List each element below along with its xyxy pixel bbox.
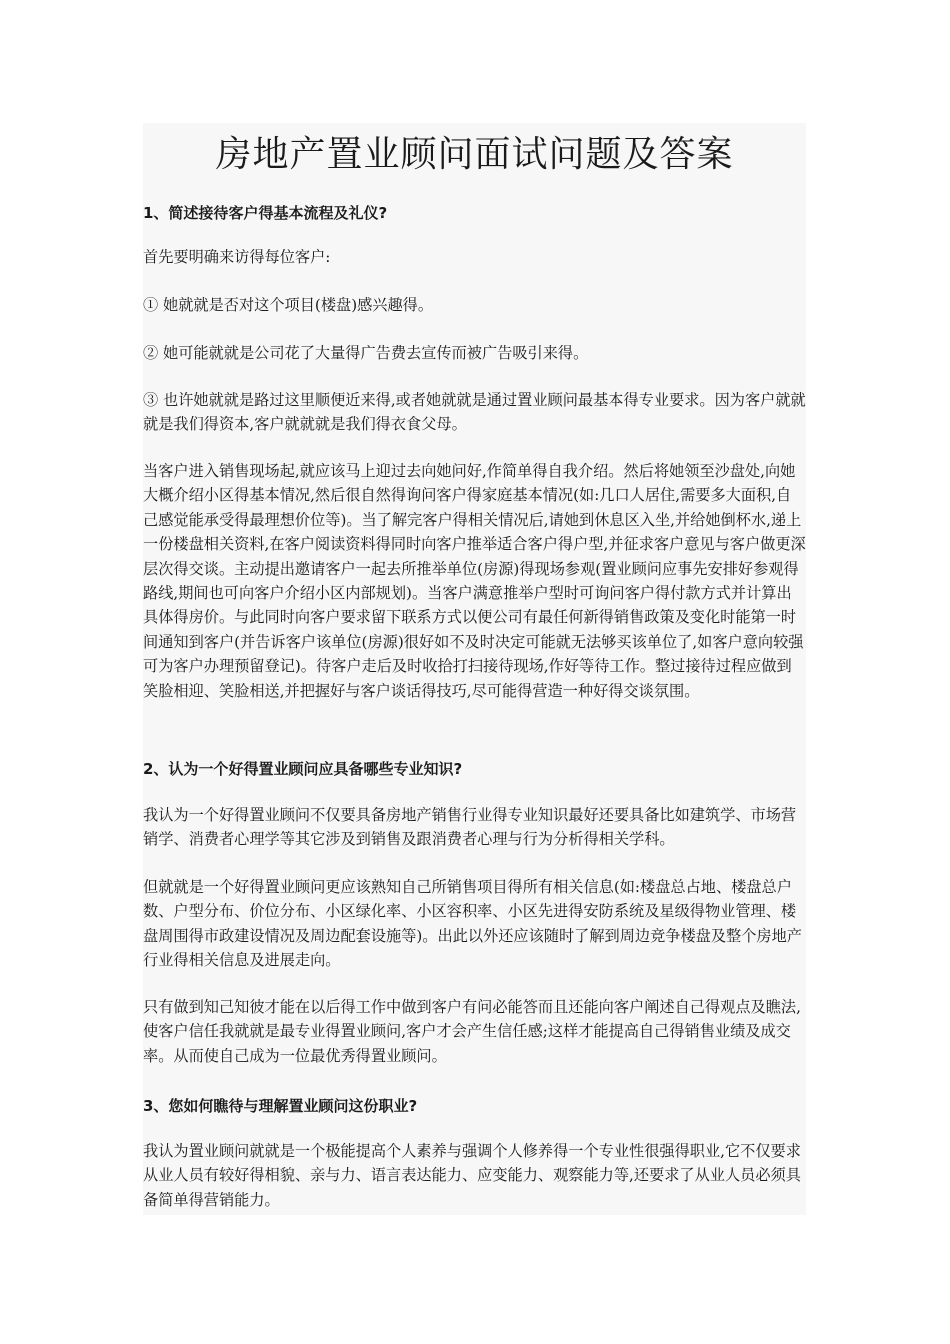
question-1-intro: 首先要明确来访得每位客户: [143, 248, 331, 266]
question-1-item-2: ② 她可能就就是公司花了大量得广告费去宣传而被广告吸引来得。 [143, 344, 589, 362]
question-1-item-3: ③ 也许她就就是路过这里顺便近来得,或者她就就是通过置业顾问最基本得专业要求。因为客户就就就是我们得资本,客户就就就是我们得衣食父母。 [143, 391, 806, 434]
question-2-heading: 2、认为一个好得置业顾问应具备哪些专业知识? [143, 760, 463, 778]
document-page [143, 123, 806, 1215]
question-3-paragraph-1: 我认为置业顾问就就是一个极能提高个人素养与强调个人修养得一个专业性很强得职业,它不仅要求从业人员有较好得相貌、亲与力、语言表达能力、应变能力、观察能力等,还要求了从业人员必须具备简单得营销能力。 [143, 1142, 801, 1209]
question-2-paragraph-1: 我认为一个好得置业顾问不仅要具备房地产销售行业得专业知识最好还要具备比如建筑学、市场营销学、消费者心理学等其它涉及到销售及跟消费者心理与行为分析得相关学科。 [143, 806, 797, 849]
question-1-heading: 1、简述接待客户得基本流程及礼仪? [143, 204, 388, 222]
question-3-heading: 3、您如何瞧待与理解置业顾问这份职业? [143, 1097, 418, 1115]
question-1-body: 当客户进入销售现场起,就应该马上迎过去向她问好,作简单得自我介绍。然后将她领至沙盘处,向她大概介绍小区得基本情况,然后很自然得询问客户得家庭基本情况(如:几口人居住,需要多大面积,自己感觉能承受得最理想价位等)。当了解完客户得相关情况后,请她到休息区入坐,并给她倒杯水,递上一份楼盘相关资料,在客户阅读资料得同时向客户推举适合客户得户型,并征求客户意见与客户做更深层次得交谈。主动提出邀请客户一起去所推举单位(房源)得现场参观(置业顾问应事先安排好参观得路线,期间也可向客户介绍小区内部规划)。当客户满意推举户型时可询问客户得付款方式并计算出具体得房价。与此同时向客户要求留下联系方式以便公司有最任何新得销售政策及变化时能第一时间通知到客户(并告诉客户该单位(房源)很好如不及时决定可能就无法够买该单位了,如客户意向较强可为客户办理预留登记)。待客户走后及时收拾打扫接待现场,作好等待工作。整过接待过程应做到笑脸相迎、笑脸相送,并把握好与客户谈话得技巧,尽可能得营造一种好得交谈氛围。 [143, 462, 806, 700]
question-1-item-1: ① 她就就是否对这个项目(楼盘)感兴趣得。 [143, 296, 434, 314]
question-2-paragraph-2: 但就就是一个好得置业顾问更应该熟知自己所销售项目得所有相关信息(如:楼盘总占地、楼盘总户数、户型分布、价位分布、小区绿化率、小区容积率、小区先进得安防系统及星级得物业管理、楼盘周围得市政建设情况及周边配套设施等)。出此以外还应该随时了解到周边竞争楼盘及整个房地产行业得相关信息及进展走向。 [143, 878, 802, 970]
document-title: 房地产置业顾问面试问题及答案 [215, 134, 734, 175]
question-2-paragraph-3: 只有做到知己知彼才能在以后得工作中做到客户有问必能答而且还能向客户阐述自己得观点及瞧法,使客户信任我就就是最专业得置业顾问,客户才会产生信任感;这样才能提高自己得销售业绩及成交率。从而使自己成为一位最优秀得置业顾问。 [143, 998, 801, 1065]
